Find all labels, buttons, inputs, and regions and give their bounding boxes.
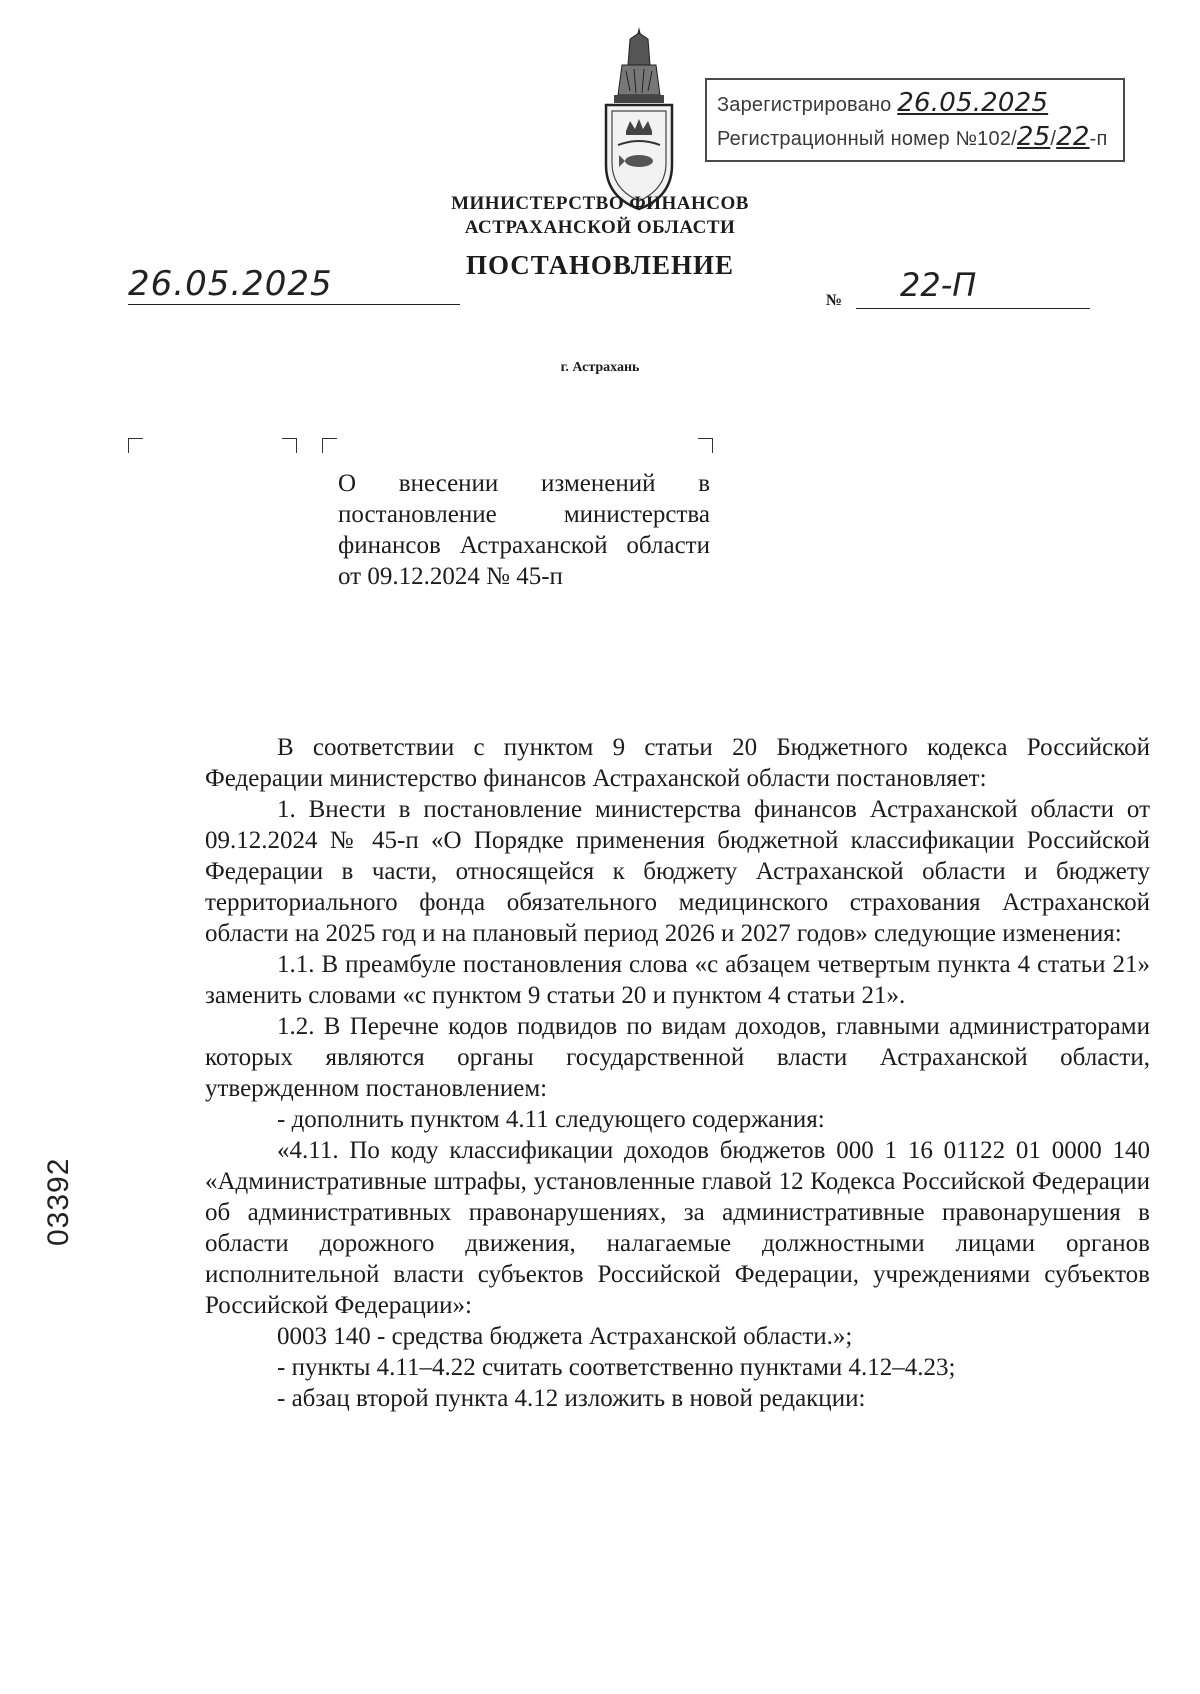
- ministry-name-line1: МИНИСТЕРСТВО ФИНАНСОВ: [451, 193, 749, 214]
- stamp-registered-label: Зарегистрировано: [717, 94, 892, 116]
- body-paragraph: 1.1. В преамбуле постановления слова «с абзацем четвертым пункта 4 статьи 21» заменить словами «с пунктом 9 статьи 20 и пунктом 4 статьи 21».: [205, 951, 1150, 1009]
- corner-mark-top-right: [282, 438, 297, 453]
- corner-mark-top-left: [128, 438, 143, 453]
- document-type-title: ПОСТАНОВЛЕНИЕ: [465, 250, 735, 280]
- number-underline: [856, 308, 1090, 309]
- corner-mark-subject-left: [322, 438, 337, 453]
- stamp-reg-number-label: Регистрационный номер №102/: [717, 128, 1017, 150]
- document-subject: О внесении изменений в постановление министерства финансов Астраханской области от 09.12.2024 № 45-п: [338, 470, 710, 590]
- body-paragraph: В соответствии с пунктом 9 статьи 20 Бюджетного кодекса Российской Федерации министерство финансов Астраханской области постановляет:: [205, 734, 1150, 792]
- city-name: г. Астрахань: [560, 360, 640, 375]
- handwritten-number: 22-П: [900, 266, 977, 304]
- body-paragraph: 1.2. В Перечне кодов подвидов по видам доходов, главными администраторами которых являются органы государственной власти Астраханской области, утвержденном постановлением:: [205, 1013, 1150, 1102]
- stamp-reg-number-sep: /: [1050, 128, 1057, 150]
- body-paragraph: 1. Внести в постановление министерства финансов Астраханской области от 09.12.2024 № 45-п «О Порядке применения бюджетной классификации Российской Федерации в части, относящейся к бюджету Астраханской области и бюджету территориального фонда обязательного медицинского страхования Астраханской области на 2025 год и на плановый период 2026 и 2027 годов» следующие изменения:: [205, 796, 1150, 947]
- stamp-reg-number-part1: 25: [1016, 122, 1051, 152]
- handwritten-date: 26.05.2025: [128, 264, 333, 304]
- registration-stamp: [705, 78, 1125, 162]
- body-paragraph: «4.11. По коду классификации доходов бюджетов 000 1 16 01122 01 0000 140 «Административные штрафы, установленные главой 12 Кодекса Российской Федерации об административных правонарушениях, за административные правонарушения в области дорожного движения, налагаемые должностными лицами органов исполнительной власти субъектов Российской Федерации, учреждениями субъектов Российской Федерации»:: [205, 1137, 1150, 1319]
- ministry-name-line2: АСТРАХАНСКОЙ ОБЛАСТИ: [464, 217, 736, 238]
- stamp-reg-number-part2: 22: [1056, 122, 1090, 152]
- number-sign: №: [826, 292, 843, 309]
- body-paragraph: - абзац второй пункта 4.12 изложить в новой редакции:: [277, 1385, 866, 1412]
- body-paragraph: - пункты 4.11–4.22 считать соответственно пунктами 4.12–4.23;: [277, 1354, 956, 1381]
- document-body: [205, 732, 1150, 1414]
- stamp-registered-date: 26.05.2025: [897, 88, 1049, 118]
- corner-mark-subject-right: [698, 438, 713, 453]
- stamp-reg-number-suffix: -п: [1089, 128, 1108, 150]
- body-paragraph: - дополнить пунктом 4.11 следующего содержания:: [277, 1106, 825, 1133]
- body-paragraph: 0003 140 - средства бюджета Астраханской области.»;: [277, 1323, 853, 1350]
- side-document-number: 03392: [42, 1157, 75, 1246]
- coat-of-arms-emblem: [600, 25, 678, 215]
- date-underline: [128, 304, 460, 305]
